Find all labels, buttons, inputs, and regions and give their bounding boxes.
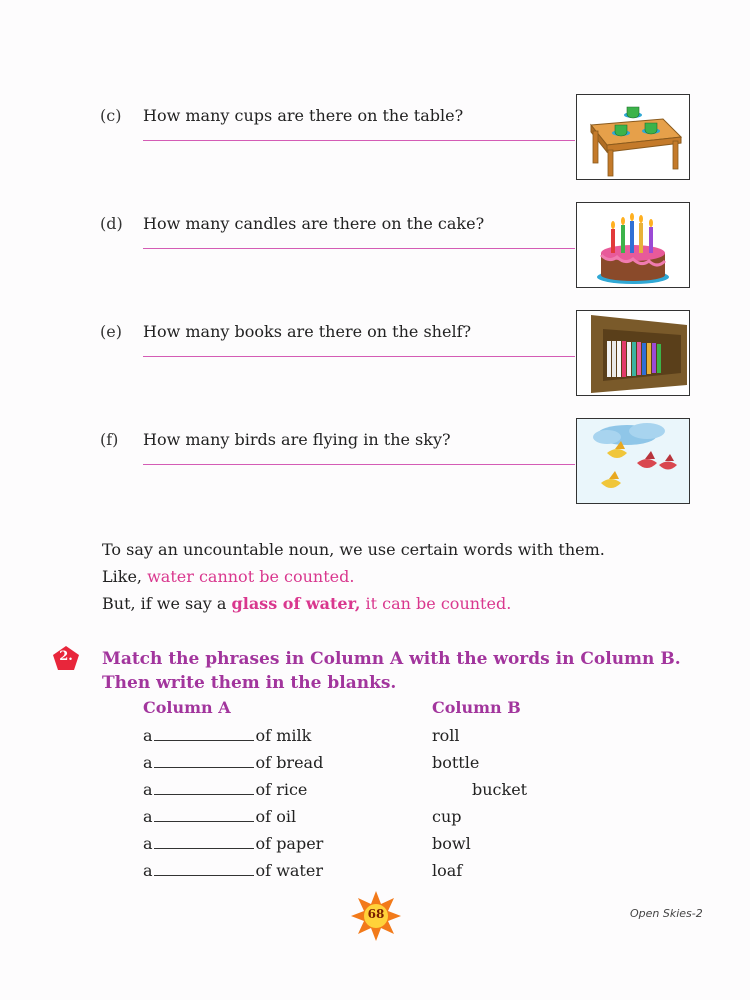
instruction-line-2: Then write them in the blanks.: [102, 673, 397, 693]
answer-line[interactable]: [143, 356, 575, 357]
question-e: [0, 322, 750, 422]
column-b-word: loaf: [432, 861, 463, 880]
question-letter: (d): [100, 214, 123, 233]
fill-blank[interactable]: [154, 807, 254, 822]
question-text: How many books are there on the shelf?: [143, 322, 472, 341]
note-line-3: [102, 594, 511, 613]
article: a: [143, 780, 153, 799]
column-a-row: [143, 780, 307, 799]
exercise-number-badge: [52, 645, 80, 671]
note-highlight: it can be counted.: [360, 594, 512, 613]
article: a: [143, 861, 153, 880]
phrase: of rice: [255, 780, 308, 799]
column-b-header: Column B: [432, 698, 521, 717]
fill-blank[interactable]: [154, 861, 254, 876]
question-text: How many candles are there on the cake?: [143, 214, 485, 233]
column-a-row: [143, 834, 323, 853]
note-line-2: [102, 567, 354, 586]
question-letter: (f): [100, 430, 119, 449]
note-prefix: Like,: [102, 567, 148, 586]
column-a-header: Column A: [143, 698, 231, 717]
column-b-word: bottle: [432, 753, 480, 772]
note-prefix: But, if we say a: [102, 594, 232, 613]
birds-sky-illustration: [576, 418, 690, 504]
question-letter: (c): [100, 106, 122, 125]
column-b-word: bowl: [432, 834, 471, 853]
article: a: [143, 834, 153, 853]
article: a: [143, 807, 153, 826]
table-cups-illustration: [576, 94, 690, 180]
answer-line[interactable]: [143, 464, 575, 465]
fill-blank[interactable]: [154, 726, 254, 741]
page-number: 68: [367, 907, 385, 921]
question-d: [0, 214, 750, 314]
answer-line[interactable]: [143, 140, 575, 141]
column-b-word: roll: [432, 726, 460, 745]
note-line-1: To say an uncountable noun, we use certain words with them.: [102, 540, 605, 559]
fill-blank[interactable]: [154, 834, 254, 849]
page-number-badge: [350, 890, 402, 942]
column-a-row: [143, 861, 323, 880]
article: a: [143, 753, 153, 772]
note-highlight: water cannot be counted.: [147, 567, 355, 586]
instruction-line-1: Match the phrases in Column A with the words in Column B.: [102, 649, 681, 669]
phrase: of milk: [255, 726, 312, 745]
fill-blank[interactable]: [154, 753, 254, 768]
phrase: of paper: [255, 834, 324, 853]
cake-candles-illustration: [576, 202, 690, 288]
question-letter: (e): [100, 322, 122, 341]
question-f: [0, 430, 750, 530]
question-c: [0, 106, 750, 206]
phrase: of oil: [255, 807, 297, 826]
exercise-instruction: [102, 647, 712, 695]
question-text: How many birds are flying in the sky?: [143, 430, 451, 449]
book-title: Open Skies-2: [630, 907, 703, 920]
phrase: of bread: [255, 753, 324, 772]
phrase: of water: [255, 861, 323, 880]
column-a-row: [143, 726, 311, 745]
answer-line[interactable]: [143, 248, 575, 249]
bookshelf-illustration: [576, 310, 690, 396]
column-b-word: cup: [432, 807, 462, 826]
note-bold-highlight: glass of water,: [231, 594, 361, 613]
column-b-word: bucket: [472, 780, 528, 799]
exercise-number: 2.: [59, 649, 73, 664]
column-a-row: [143, 753, 323, 772]
column-a-row: [143, 807, 296, 826]
article: a: [143, 726, 153, 745]
fill-blank[interactable]: [154, 780, 254, 795]
question-text: How many cups are there on the table?: [143, 106, 464, 125]
